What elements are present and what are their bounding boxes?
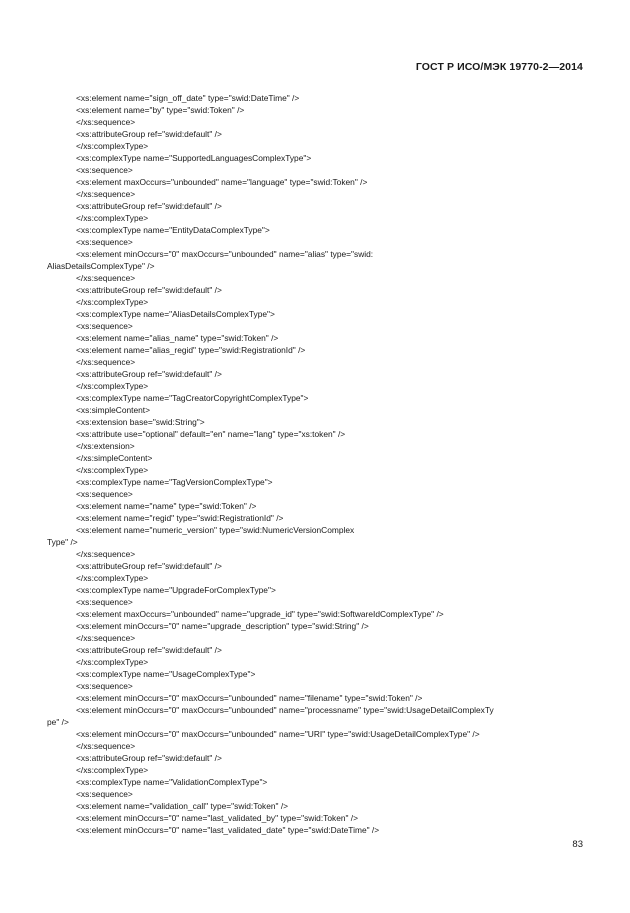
code-line: <xs:extension base="swid:String">	[76, 417, 205, 427]
code-line: <xs:element minOccurs="0" maxOccurs="unbounded" name="alias" type="swid:	[76, 249, 374, 259]
code-line: <xs:element minOccurs="0" maxOccurs="unbounded" name="processname" type="swid:UsageDetailComplexTy	[76, 705, 494, 715]
code-line: <xs:complexType name="UsageComplexType">	[76, 669, 256, 679]
code-line: </xs:complexType>	[76, 465, 149, 475]
code-line: pe" />	[47, 717, 69, 727]
code-line: <xs:attributeGroup ref="swid:default" />	[76, 753, 222, 763]
code-line: </xs:sequence>	[76, 189, 136, 199]
code-line: <xs:sequence>	[76, 681, 133, 691]
code-line: <xs:element name="alias_name" type="swid:Token" />	[76, 333, 279, 343]
code-line: <xs:element name="alias_regid" type="swid:RegistrationId" />	[76, 345, 306, 355]
code-line: <xs:sequence>	[76, 165, 133, 175]
code-line: </xs:complexType>	[76, 141, 149, 151]
code-line: <xs:element name="by" type="swid:Token" />	[76, 105, 245, 115]
code-line: <xs:complexType name="ValidationComplexType">	[76, 777, 268, 787]
code-line: <xs:element name="validation_call" type="swid:Token" />	[76, 801, 289, 811]
code-line: <xs:sequence>	[76, 321, 133, 331]
code-line: <xs:attributeGroup ref="swid:default" />	[76, 369, 222, 379]
code-line: <xs:element name="regid" type="swid:RegistrationId" />	[76, 513, 284, 523]
code-line: <xs:sequence>	[76, 237, 133, 247]
code-line: <xs:element minOccurs="0" name="last_validated_date" type="swid:DateTime" />	[76, 825, 380, 835]
code-line: <xs:sequence>	[76, 489, 133, 499]
code-line: </xs:complexType>	[76, 381, 149, 391]
code-line: <xs:complexType name="EntityDataComplexType">	[76, 225, 270, 235]
code-line: <xs:complexType name="UpgradeForComplexType">	[76, 585, 276, 595]
code-line: <xs:attributeGroup ref="swid:default" />	[76, 201, 222, 211]
code-line: <xs:simpleContent>	[76, 405, 151, 415]
code-line: </xs:sequence>	[76, 633, 136, 643]
code-line: <xs:attributeGroup ref="swid:default" />	[76, 285, 222, 295]
code-line: <xs:complexType name="TagCreatorCopyrightComplexType">	[76, 393, 309, 403]
xml-schema-code-block	[47, 92, 587, 836]
document-header: ГОСТ Р ИСО/МЭК 19770-2—2014	[415, 61, 583, 73]
code-line: <xs:sequence>	[76, 597, 133, 607]
code-line: <xs:attributeGroup ref="swid:default" />	[76, 645, 222, 655]
code-line: <xs:attributeGroup ref="swid:default" />	[76, 129, 222, 139]
code-line: <xs:element maxOccurs="unbounded" name="upgrade_id" type="swid:SoftwareIdComplexType" />	[76, 609, 444, 619]
code-line: </xs:complexType>	[76, 573, 149, 583]
code-line: <xs:element name="sign_off_date" type="swid:DateTime" />	[76, 93, 300, 103]
code-line: </xs:complexType>	[76, 297, 149, 307]
code-line: </xs:complexType>	[76, 657, 149, 667]
code-line: <xs:complexType name="TagVersionComplexType">	[76, 477, 273, 487]
code-line: <xs:element minOccurs="0" maxOccurs="unbounded" name="filename" type="swid:Token" />	[76, 693, 423, 703]
code-line: </xs:sequence>	[76, 741, 136, 751]
page-number: 83	[572, 839, 583, 850]
code-line: <xs:complexType name="SupportedLanguagesComplexType">	[76, 153, 312, 163]
code-line: </xs:sequence>	[76, 549, 136, 559]
code-line: AliasDetailsComplexType" />	[47, 261, 155, 271]
code-line: </xs:sequence>	[76, 273, 136, 283]
code-line: <xs:element name="numeric_version" type="swid:NumericVersionComplex	[76, 525, 355, 535]
code-line: <xs:sequence>	[76, 789, 133, 799]
code-line: </xs:simpleContent>	[76, 453, 153, 463]
code-line: </xs:complexType>	[76, 213, 149, 223]
code-line: </xs:sequence>	[76, 357, 136, 367]
code-line: </xs:extension>	[76, 441, 135, 451]
code-line: <xs:element minOccurs="0" maxOccurs="unbounded" name="URI" type="swid:UsageDetailComplexType" />	[76, 729, 480, 739]
code-line: </xs:complexType>	[76, 765, 149, 775]
code-line: <xs:element maxOccurs="unbounded" name="language" type="swid:Token" />	[76, 177, 368, 187]
code-line: Type" />	[47, 537, 78, 547]
code-line: </xs:sequence>	[76, 117, 136, 127]
code-line: <xs:element minOccurs="0" name="upgrade_description" type="swid:String" />	[76, 621, 369, 631]
code-line: <xs:attribute use="optional" default="en" name="lang" type="xs:token" />	[76, 429, 346, 439]
code-line: <xs:element minOccurs="0" name="last_validated_by" type="swid:Token" />	[76, 813, 359, 823]
code-line: <xs:complexType name="AliasDetailsComplexType">	[76, 309, 275, 319]
code-line: <xs:attributeGroup ref="swid:default" />	[76, 561, 222, 571]
code-line: <xs:element name="name" type="swid:Token" />	[76, 501, 257, 511]
